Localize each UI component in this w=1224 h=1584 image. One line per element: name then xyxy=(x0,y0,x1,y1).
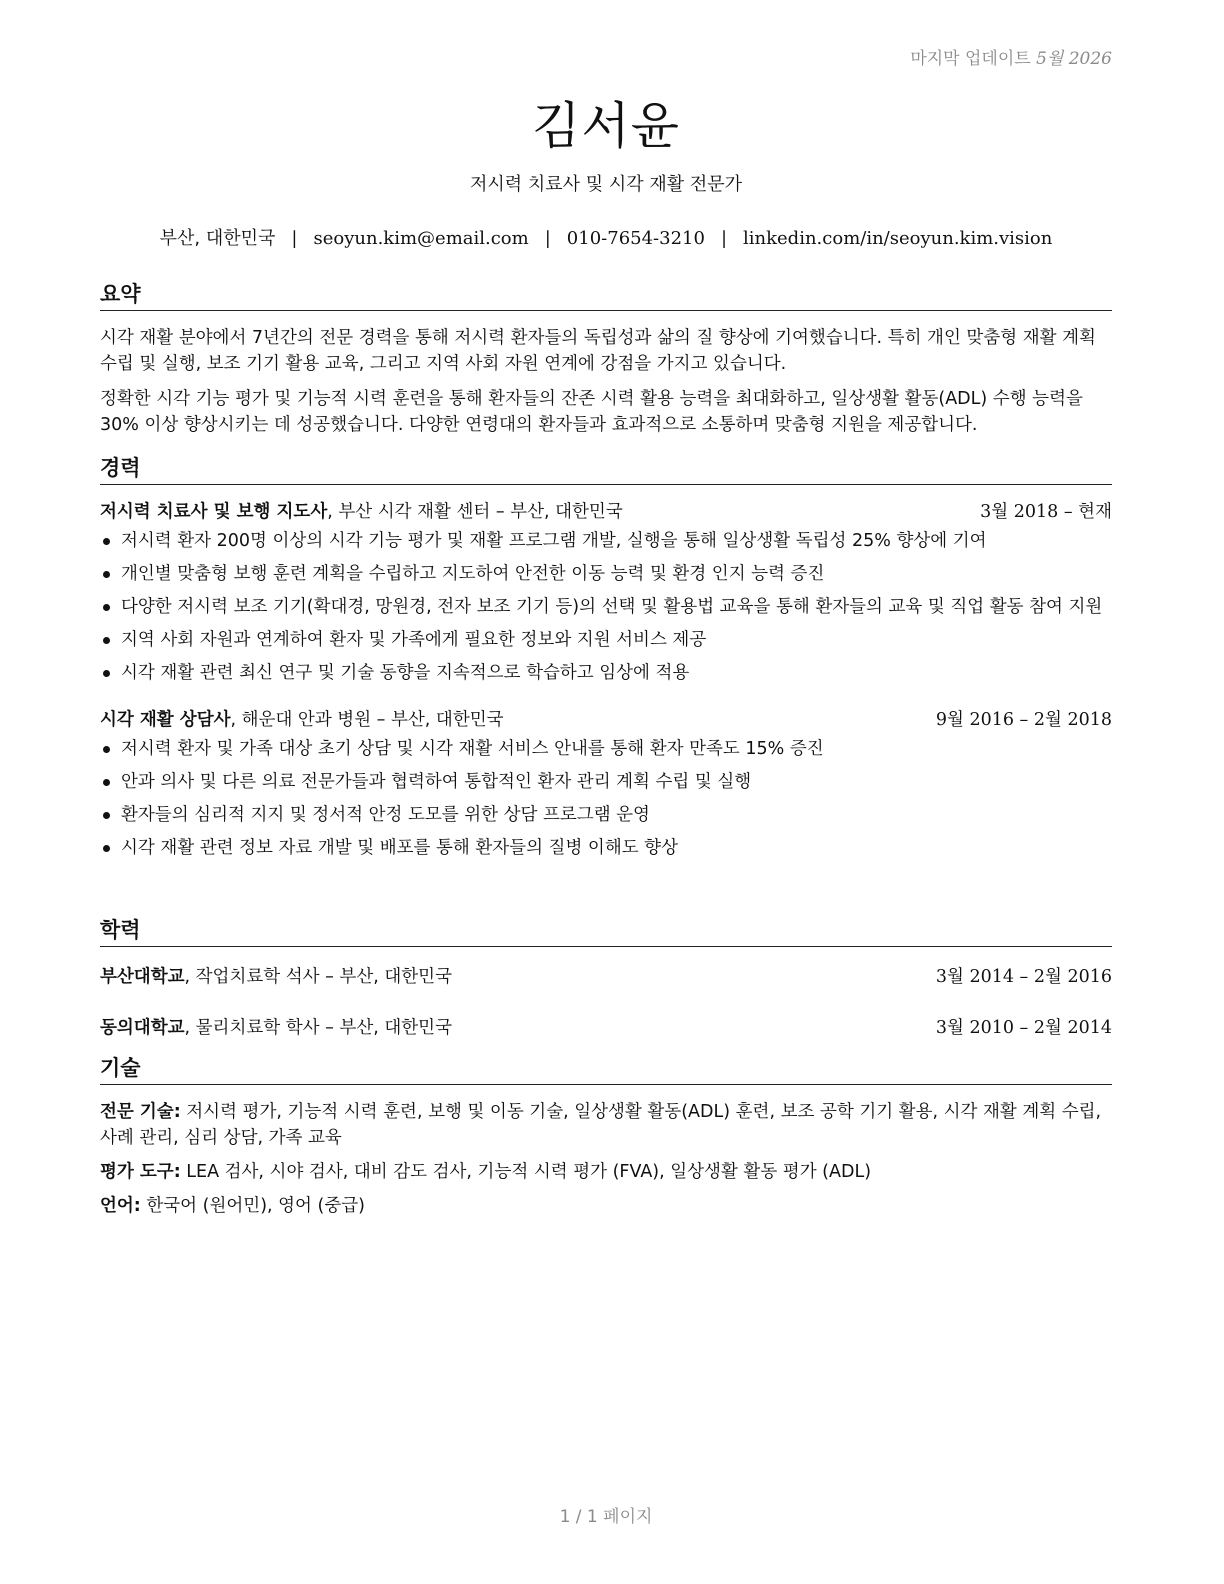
section-heading: 기술 xyxy=(100,1052,1112,1085)
job-dates: 9월 2016 – 2월 2018 xyxy=(935,710,1112,730)
page-number: 1 / 1 페이지 xyxy=(559,1507,653,1527)
list-item: 환자들의 심리적 지지 및 정서적 안정 도모를 위한 상담 프로그램 운영 xyxy=(100,802,1112,828)
last-updated xyxy=(910,44,1112,69)
skill-label: 평가 도구: xyxy=(100,1162,181,1182)
education-detail: , 물리치료학 학사 – 부산, 대한민국 xyxy=(184,1018,452,1038)
contact-separator: | xyxy=(720,228,728,249)
education-entry xyxy=(100,963,1112,988)
list-item: 안과 의사 및 다른 의료 전문가들과 협력하여 통합적인 환자 관리 계획 수립 및 실행 xyxy=(100,769,1112,795)
education-dates: 3월 2014 – 2월 2016 xyxy=(935,967,1112,987)
contact-linkedin[interactable]: linkedin.com/in/seoyun.kim.vision xyxy=(743,228,1053,249)
job-bullets xyxy=(100,736,1112,861)
job-entry xyxy=(100,498,1112,686)
job-header xyxy=(100,498,1112,523)
job-role: 시각 재활 상담사 xyxy=(100,710,231,730)
contact-line xyxy=(100,224,1112,250)
section-heading: 요약 xyxy=(100,278,1112,311)
skill-label: 전문 기술: xyxy=(100,1102,181,1122)
job-entry xyxy=(100,706,1112,861)
education-section xyxy=(100,914,1112,1039)
job-dates: 3월 2018 – 현재 xyxy=(980,502,1112,522)
list-item: 저시력 환자 200명 이상의 시각 기능 평가 및 재활 프로그램 개발, 실행을 통해 일상생활 독립성 25% 향상에 기여 xyxy=(100,528,1112,554)
skill-label: 언어: xyxy=(100,1196,141,1216)
education-school: 동의대학교 xyxy=(100,1018,185,1038)
skill-line xyxy=(100,1099,1112,1151)
list-item: 시각 재활 관련 최신 연구 및 기술 동향을 지속적으로 학습하고 임상에 적용 xyxy=(100,660,1112,686)
contact-location: 부산, 대한민국 xyxy=(159,228,276,249)
person-name: 김서윤 xyxy=(532,97,680,155)
experience-section xyxy=(100,452,1112,868)
job-bullets xyxy=(100,528,1112,686)
skills-section xyxy=(100,1052,1112,1227)
list-item: 지역 사회 자원과 연계하여 환자 및 가족에게 필요한 정보와 지원 서비스 제공 xyxy=(100,627,1112,653)
education-entry xyxy=(100,1014,1112,1039)
list-item: 저시력 환자 및 가족 대상 초기 상담 및 시각 재활 서비스 안내를 통해 환자 만족도 15% 증진 xyxy=(100,736,1112,762)
summary-section xyxy=(100,278,1112,438)
contact-separator: | xyxy=(544,228,551,249)
contact-separator: | xyxy=(291,228,298,249)
section-heading: 학력 xyxy=(100,914,1112,947)
contact-phone[interactable]: 010-7654-3210 xyxy=(566,228,705,249)
list-item: 다양한 저시력 보조 기기(확대경, 망원경, 전자 보조 기기 등)의 선택 및 활용법 교육을 통해 환자들의 교육 및 직업 활동 참여 지원 xyxy=(100,594,1112,620)
last-updated-date: 5월 2026 xyxy=(1036,49,1112,69)
skill-text: 저시력 평가, 기능적 시력 훈련, 보행 및 이동 기술, 일상생활 활동(ADL) 훈련, 보조 공학 기기 활용, 시각 재활 계획 수립, 사례 관리, 심리 상담, 가족 교육 xyxy=(100,1102,1102,1148)
job-role: 저시력 치료사 및 보행 지도사 xyxy=(100,502,328,522)
resume-page xyxy=(100,0,1112,1584)
education-dates: 3월 2010 – 2월 2014 xyxy=(935,1018,1112,1038)
summary-paragraph: 정확한 시각 기능 평가 및 기능적 시력 훈련을 통해 환자들의 잔존 시력 활용 능력을 최대화하고, 일상생활 활동(ADL) 수행 능력을 30% 이상 향상시키는 데 성공했습니다. 다양한 연령대의 환자들과 효과적으로 소통하며 맞춤형 지원을 제공합니다. xyxy=(100,389,1083,435)
education-detail: , 작업치료학 석사 – 부산, 대한민국 xyxy=(184,967,452,987)
job-org: , 해운대 안과 병원 – 부산, 대한민국 xyxy=(230,710,504,730)
skill-text: 한국어 (원어민), 영어 (중급) xyxy=(140,1196,365,1216)
list-item: 개인별 맞춤형 보행 훈련 계획을 수립하고 지도하여 안전한 이동 능력 및 환경 인지 능력 증진 xyxy=(100,561,1112,587)
last-updated-label: 마지막 업데이트 xyxy=(910,49,1031,69)
job-title: 저시력 치료사 및 시각 재활 전문가 xyxy=(469,174,743,195)
section-heading: 경력 xyxy=(100,452,1112,485)
education-school: 부산대학교 xyxy=(100,967,185,987)
summary-paragraph: 시각 재활 분야에서 7년간의 전문 경력을 통해 저시력 환자들의 독립성과 삶의 질 향상에 기여했습니다. 특히 개인 맞춤형 재활 계획 수립 및 실행, 보조 기기 활용 교육, 그리고 지역 사회 자원 연계에 강점을 가지고 있습니다. xyxy=(100,328,1096,374)
job-header xyxy=(100,706,1112,731)
job-org: , 부산 시각 재활 센터 – 부산, 대한민국 xyxy=(327,502,623,522)
list-item: 시각 재활 관련 정보 자료 개발 및 배포를 통해 환자들의 질병 이해도 향상 xyxy=(100,835,1112,861)
skill-line xyxy=(100,1159,1112,1185)
contact-email[interactable]: seoyun.kim@email.com xyxy=(313,228,529,249)
skill-text: LEA 검사, 시야 검사, 대비 감도 검사, 기능적 시력 평가 (FVA), 일상생활 활동 평가 (ADL) xyxy=(180,1162,872,1182)
skill-line xyxy=(100,1193,1112,1219)
